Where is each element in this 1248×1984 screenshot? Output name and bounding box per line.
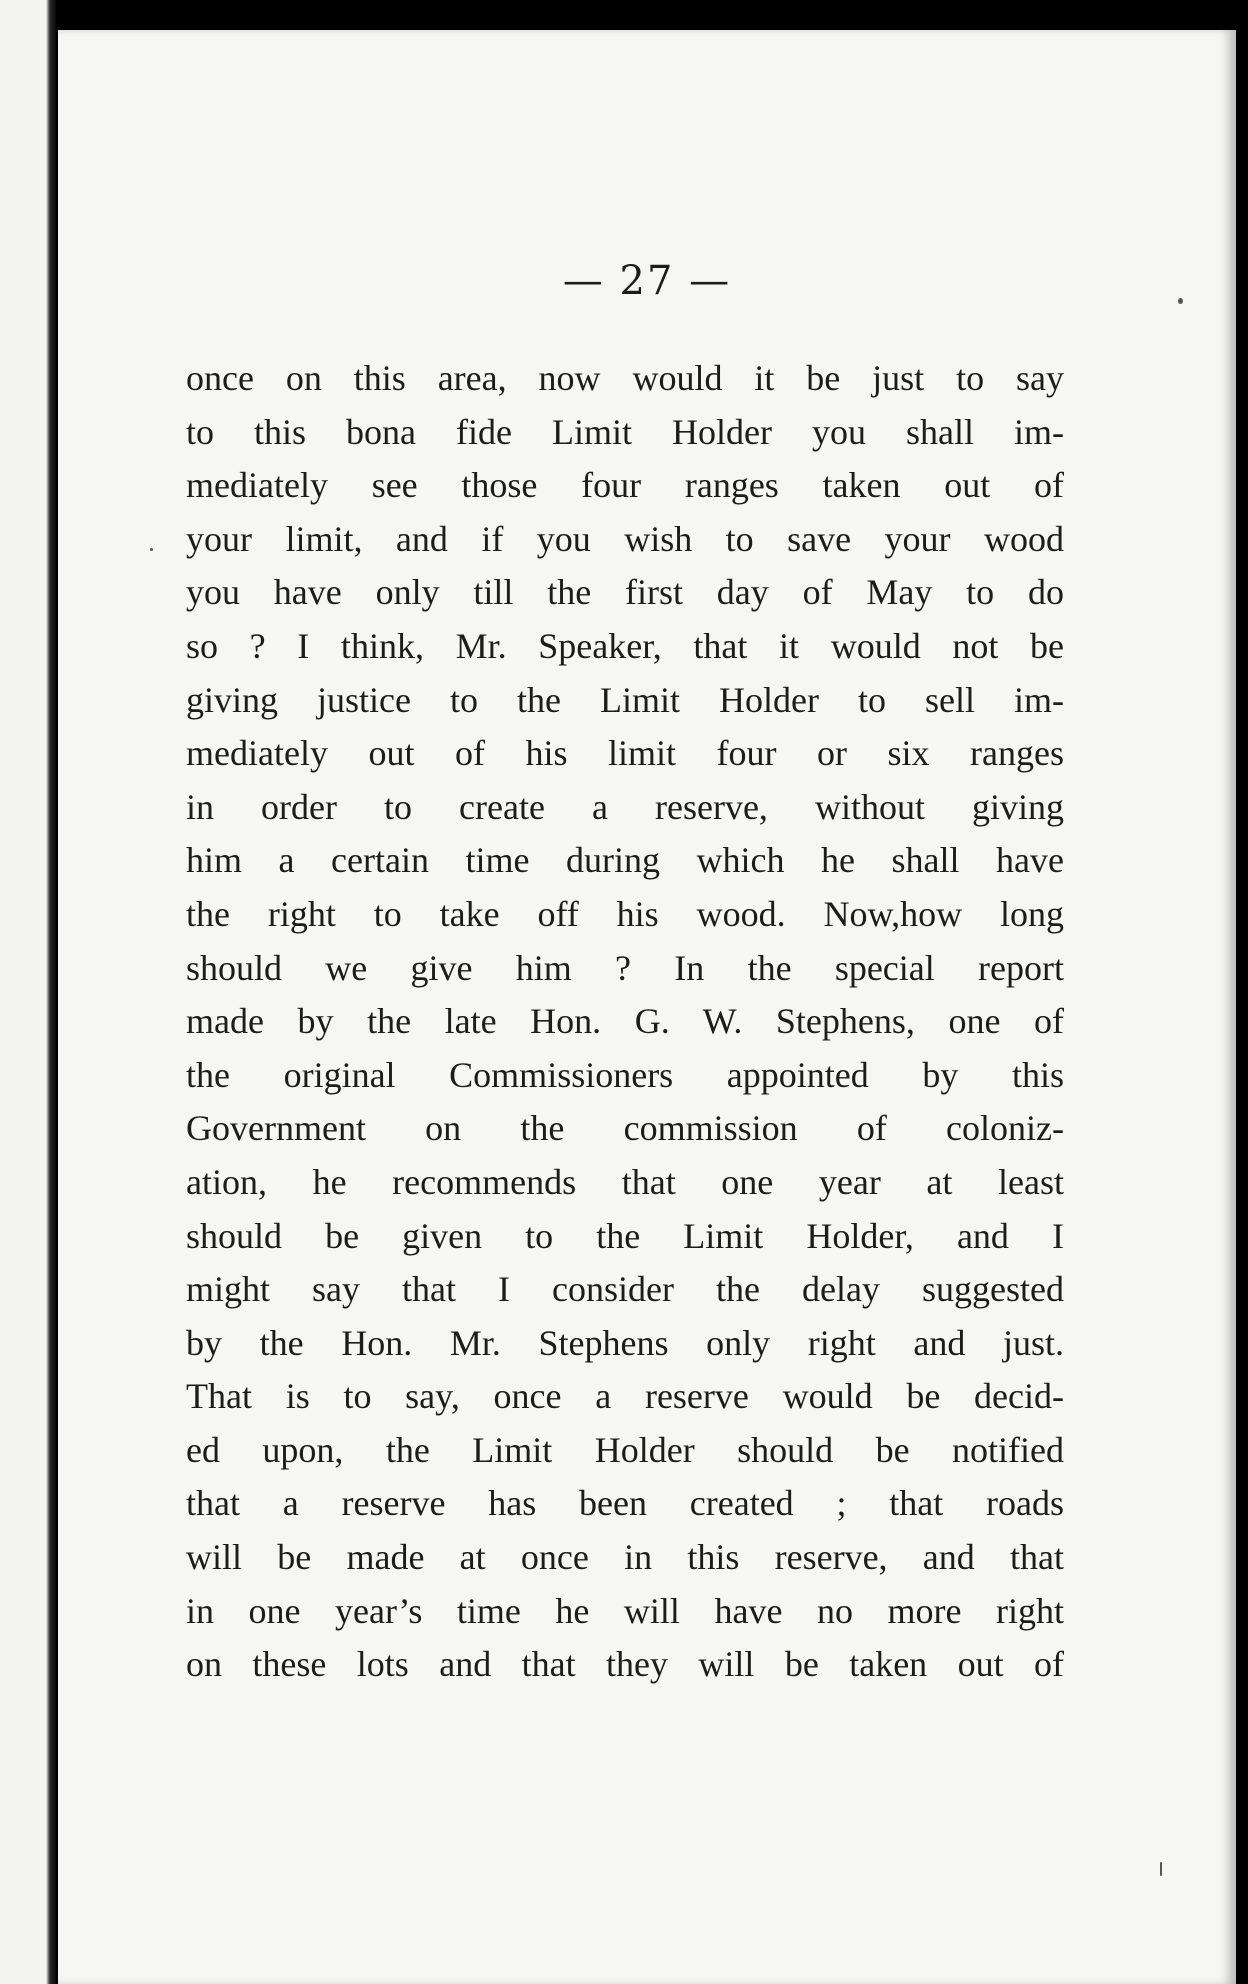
text-line: made by the late Hon. G. W. Stephens, one of <box>186 1001 1064 1042</box>
page-number: — 27 — <box>562 258 732 304</box>
text-line: on these lots and that they will be taken out of <box>186 1644 1064 1685</box>
text-line: ed upon, the Limit Holder should be notified <box>186 1429 1064 1470</box>
text-line: in one year’s time he will have no more right <box>186 1590 1064 1631</box>
text-line: might say that I consider the delay suggested <box>186 1269 1064 1310</box>
text-line: in order to create a reserve, without giving <box>186 786 1064 827</box>
text-line: to this bona fide Limit Holder you shall im- <box>186 411 1064 452</box>
book-page <box>58 30 1236 1984</box>
body-text <box>186 352 1064 1692</box>
text-line: your limit, and if you wish to save your wood <box>186 518 1064 559</box>
page-edge-shadow <box>1220 30 1236 1984</box>
left-page-edge <box>0 0 56 1984</box>
scan-speck <box>150 548 153 551</box>
text-line: That is to say, once a reserve would be decid- <box>186 1376 1064 1417</box>
text-line: will be made at once in this reserve, and that <box>186 1537 1064 1578</box>
text-line: by the Hon. Mr. Stephens only right and just. <box>186 1322 1064 1363</box>
text-line: should be given to the Limit Holder, and I <box>186 1215 1064 1256</box>
text-line: the right to take off his wood. Now,how long <box>186 893 1064 934</box>
text-line: ation, he recommends that one year at least <box>186 1161 1064 1202</box>
text-line: mediately out of his limit four or six ranges <box>186 733 1064 774</box>
text-line: the original Commissioners appointed by this <box>186 1054 1064 1095</box>
text-line: that a reserve has been created ; that roads <box>186 1483 1064 1524</box>
text-line: Government on the commission of coloniz- <box>186 1108 1064 1149</box>
text-line: mediately see those four ranges taken out of <box>186 465 1064 506</box>
text-line: giving justice to the Limit Holder to sell im- <box>186 679 1064 720</box>
text-line: so ? I think, Mr. Speaker, that it would not be <box>186 625 1064 666</box>
scan-speck <box>1160 1862 1162 1876</box>
scan-speck <box>1178 298 1183 304</box>
text-line: you have only till the first day of May to do <box>186 572 1064 613</box>
text-line: once on this area, now would it be just to say <box>186 358 1064 398</box>
text-line: should we give him ? In the special report <box>186 947 1064 988</box>
text-line: him a certain time during which he shall have <box>186 840 1064 881</box>
